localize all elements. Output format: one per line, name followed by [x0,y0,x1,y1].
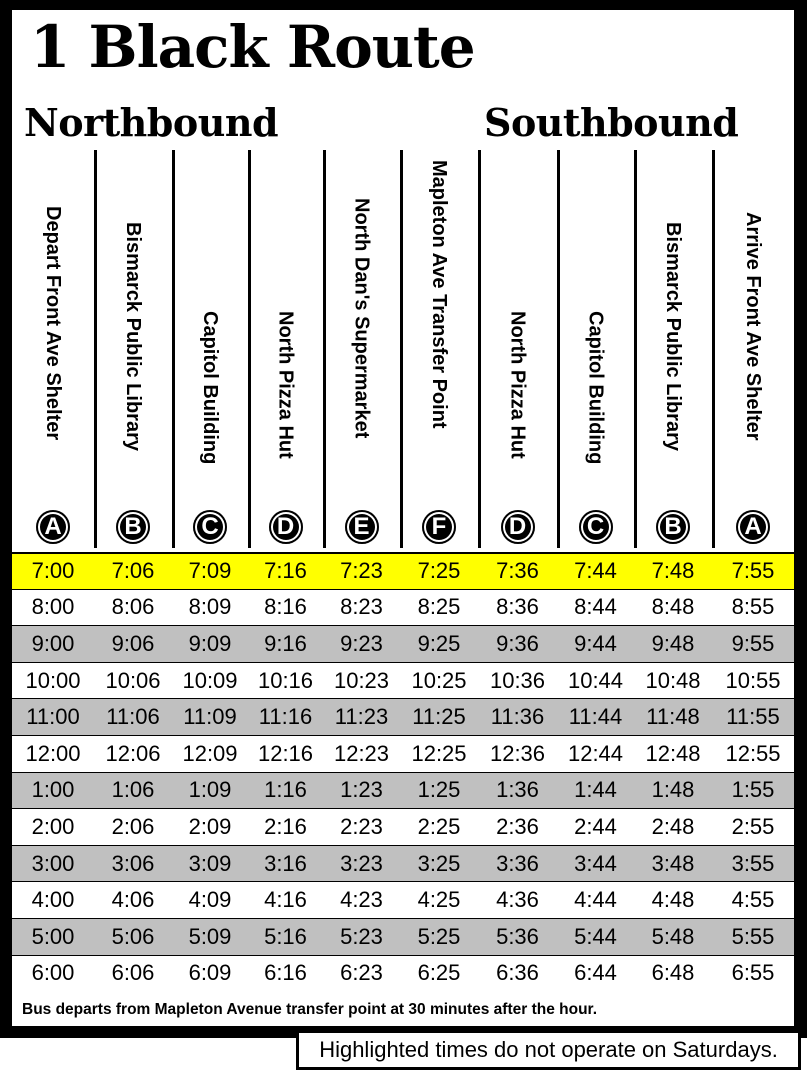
time-cell: 2:23 [340,813,383,839]
trip-row [12,808,794,845]
time-cell: 7:36 [496,558,539,584]
time-cell: 2:44 [574,813,617,839]
time-cell: 12:44 [567,740,624,766]
trip-row [12,662,794,699]
time-cell: 1:48 [651,777,695,803]
time-cell: 3:48 [651,850,695,876]
time-cell: 9:09 [188,630,232,656]
stop-column-header [634,150,712,550]
time-cell: 6:44 [574,960,617,986]
time-cell: 12:36 [489,740,546,766]
time-cell: 4:09 [188,887,232,913]
stop-name: Depart Front Ave Shelter [42,206,64,441]
time-cell: 10:16 [257,667,314,693]
stop-letter-badge: D [501,510,535,544]
time-cell: 3:00 [31,850,75,876]
time-cell: 5:00 [31,923,75,949]
time-cell: 9:36 [496,630,539,656]
time-cell: 8:36 [496,594,539,620]
time-cell: 7:44 [574,558,617,584]
time-cell: 12:16 [257,740,314,766]
time-cell: 2:00 [31,813,75,839]
time-cell: 3:06 [111,850,155,876]
time-cell: 8:06 [111,594,155,620]
time-cell: 10:48 [645,667,701,693]
time-cell: 7:16 [264,558,307,584]
trip-row [12,845,794,882]
time-cell: 4:25 [417,887,461,913]
time-cell: 10:09 [182,667,238,693]
time-cell: 11:25 [412,704,466,730]
time-cell: 3:36 [496,850,539,876]
time-cell: 5:44 [574,923,617,949]
time-cell: 8:23 [340,594,383,620]
time-cell: 5:16 [264,923,307,949]
time-cell: 10:06 [105,667,161,693]
northbound-label: Northbound [24,100,279,145]
time-cell: 7:55 [731,558,775,584]
time-cell: 4:06 [111,887,155,913]
time-cell: 8:25 [417,594,461,620]
time-cell: 1:00 [31,777,75,803]
stop-name: Arrive Front Ave Shelter [742,212,764,441]
time-cell: 1:55 [731,777,775,803]
trip-row [12,955,794,992]
time-cell: 11:23 [334,704,389,730]
timetable [12,552,794,991]
time-cell: 3:09 [188,850,232,876]
time-cell: 5:36 [496,923,539,949]
route-title: 1 Black Route [30,13,475,81]
highlighted-trip-row [12,552,794,589]
time-cell: 4:55 [731,887,775,913]
time-cell: 6:25 [417,960,461,986]
time-cell: 7:09 [188,558,232,584]
southbound-label: Southbound [484,100,739,145]
stop-name: Bismarck Public Library [662,222,684,451]
stop-name: Mapleton Ave Transfer Point [428,160,450,429]
trip-row [12,625,794,662]
time-cell: 5:06 [111,923,155,949]
time-cell: 6:06 [111,960,155,986]
time-cell: 5:09 [188,923,232,949]
time-cell: 1:06 [111,777,155,803]
stop-letter-badge: B [116,510,150,544]
time-cell: 1:09 [188,777,232,803]
stop-letter-badge: A [736,510,770,544]
time-cell: 9:44 [574,630,617,656]
time-cell: 9:06 [111,630,155,656]
time-cell: 1:16 [264,777,307,803]
time-cell: 1:23 [340,777,383,803]
time-cell: 10:36 [489,667,546,693]
time-cell: 9:55 [731,630,775,656]
time-cell: 10:55 [725,667,781,693]
trip-row [12,918,794,955]
time-cell: 3:44 [574,850,617,876]
time-cell: 5:55 [731,923,775,949]
stop-name: North Dan's Supermarket [350,198,373,439]
time-cell: 7:48 [651,558,695,584]
trip-row [12,698,794,735]
time-cell: 4:23 [340,887,383,913]
stop-letter-badge: C [193,510,227,544]
time-cell: 9:48 [651,630,695,656]
stop-name: Capitol Building [199,311,221,465]
time-cell: 1:36 [496,777,539,803]
time-cell: 1:25 [417,777,461,803]
trip-row [12,589,794,626]
time-cell: 9:00 [31,630,75,656]
time-cell: 2:25 [417,813,461,839]
time-cell: 1:44 [574,777,617,803]
time-cell: 4:00 [31,887,75,913]
trip-row [12,881,794,918]
time-cell: 5:23 [340,923,383,949]
time-cell: 11:09 [183,704,237,730]
stop-column-header [172,150,248,550]
time-cell: 12:48 [645,740,701,766]
time-cell: 11:16 [258,704,313,730]
time-cell: 8:16 [264,594,307,620]
time-cell: 8:48 [651,594,695,620]
time-cell: 9:16 [264,630,307,656]
time-cell: 11:36 [490,704,545,730]
time-cell: 12:55 [725,740,781,766]
time-cell: 10:23 [333,667,390,693]
time-cell: 8:00 [31,594,75,620]
trip-row [12,772,794,809]
time-cell: 9:23 [340,630,383,656]
time-cell: 10:44 [567,667,624,693]
time-cell: 6:55 [731,960,775,986]
stop-letter-badge: F [422,510,456,544]
time-cell: 9:25 [417,630,461,656]
stop-column-header [323,150,400,550]
time-cell: 8:55 [731,594,775,620]
time-cell: 2:55 [731,813,775,839]
stop-letter-badge: E [345,510,379,544]
time-cell: 4:44 [574,887,617,913]
time-cell: 11:55 [726,704,780,730]
time-cell: 6:23 [340,960,383,986]
time-cell: 5:25 [417,923,461,949]
stop-letter-badge: C [579,510,613,544]
time-cell: 10:25 [411,667,467,693]
time-cell: 2:09 [188,813,232,839]
stop-name: North Pizza Hut [506,311,529,459]
time-cell: 4:16 [264,887,307,913]
time-cell: 6:00 [31,960,75,986]
time-cell: 12:23 [333,740,390,766]
time-cell: 11:44 [568,704,623,730]
time-cell: 7:00 [31,558,75,584]
stop-letter-badge: D [269,510,303,544]
time-cell: 7:06 [111,558,155,584]
time-cell: 12:00 [25,740,81,766]
saturday-note: Highlighted times do not operate on Saturdays. [296,1030,801,1070]
time-cell: 8:09 [188,594,232,620]
stop-name: North Pizza Hut [274,311,297,459]
time-cell: 3:55 [731,850,775,876]
time-cell: 6:48 [651,960,695,986]
stop-headers [12,150,794,550]
time-cell: 6:16 [264,960,307,986]
time-cell: 2:36 [496,813,539,839]
stop-column-header [712,150,794,550]
time-cell: 11:00 [26,704,80,730]
time-cell: 2:06 [111,813,155,839]
stop-column-header [400,150,478,550]
time-cell: 6:36 [496,960,539,986]
time-cell: 12:09 [182,740,238,766]
stop-column-header [248,150,323,550]
trip-row [12,735,794,772]
time-cell: 2:16 [264,813,307,839]
time-cell: 3:16 [264,850,307,876]
stop-column-header [12,150,94,550]
stop-column-header [557,150,634,550]
time-cell: 2:48 [651,813,695,839]
time-cell: 10:00 [25,667,81,693]
time-cell: 11:06 [106,704,160,730]
time-cell: 4:36 [496,887,539,913]
time-cell: 12:25 [411,740,467,766]
time-cell: 5:48 [651,923,695,949]
time-cell: 6:09 [188,960,232,986]
time-cell: 11:48 [646,704,700,730]
time-cell: 7:23 [340,558,383,584]
time-cell: 7:25 [417,558,461,584]
stop-letter-badge: A [36,510,70,544]
time-cell: 3:25 [417,850,461,876]
stop-name: Bismarck Public Library [122,222,144,451]
time-cell: 4:48 [651,887,695,913]
time-cell: 8:44 [574,594,617,620]
stop-column-header [478,150,557,550]
stop-column-header [94,150,172,550]
transfer-footnote: Bus departs from Mapleton Avenue transfer point at 30 minutes after the hour. [22,1001,598,1018]
time-cell: 3:23 [340,850,383,876]
stop-name: Capitol Building [584,311,607,465]
stop-letter-badge: B [656,510,690,544]
time-cell: 12:06 [105,740,161,766]
